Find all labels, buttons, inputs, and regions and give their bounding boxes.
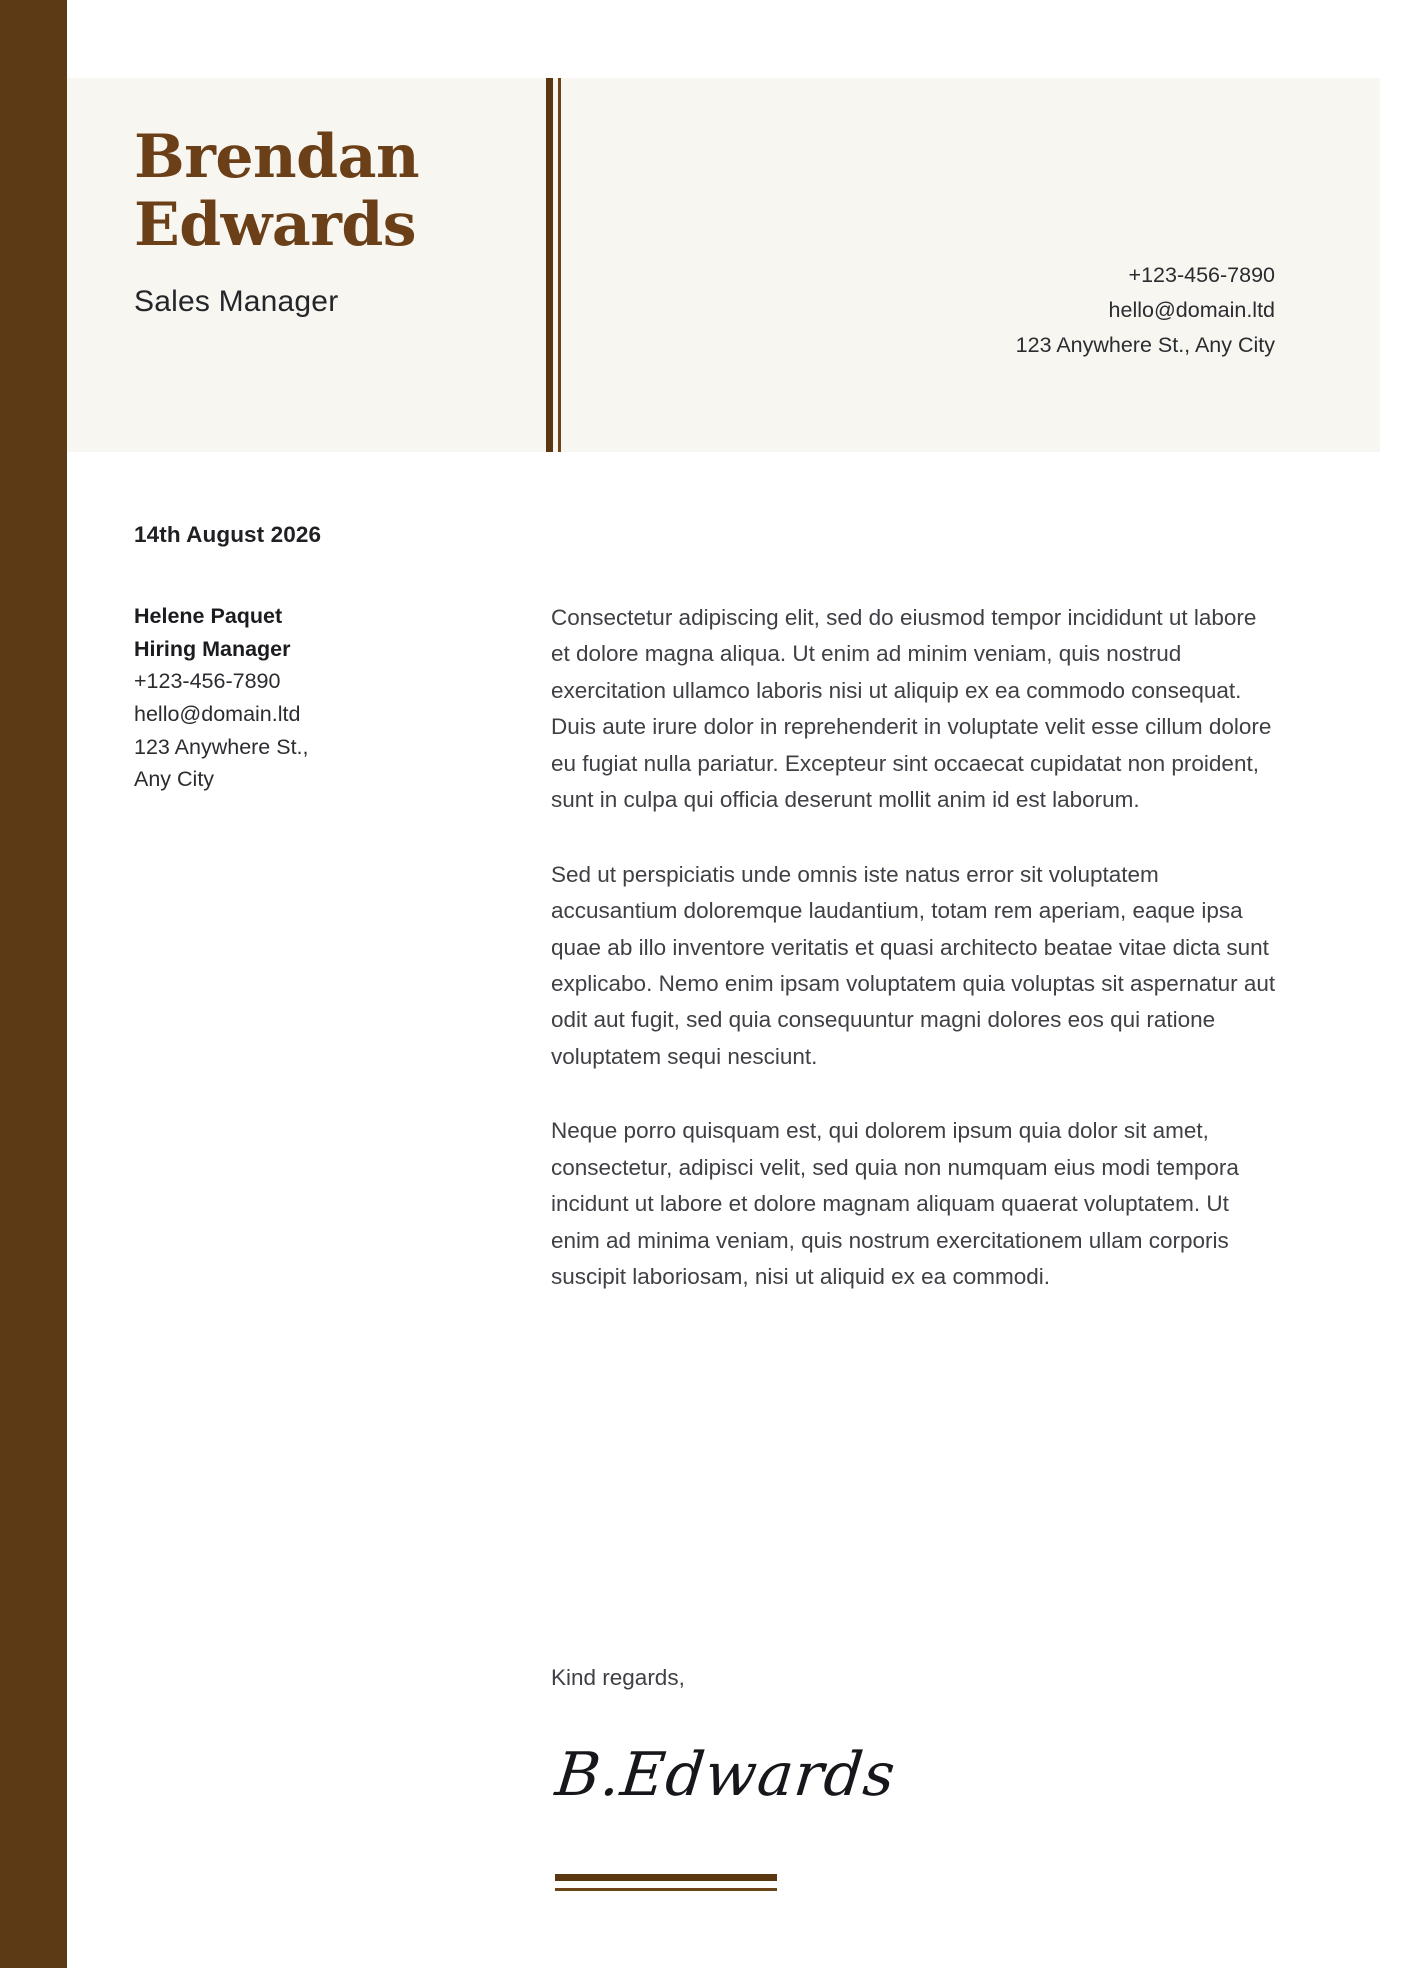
recipient-email: hello@domain.ltd (134, 702, 301, 727)
header-vertical-divider-thick (546, 78, 553, 452)
letter-date: 14th August 2026 (134, 522, 322, 547)
recipient-address-line-1: 123 Anywhere St., (134, 734, 309, 759)
sender-contact-block (755, 258, 1275, 362)
left-accent-sidebar (0, 0, 67, 1968)
recipient-name: Helene Paquet (134, 604, 283, 628)
recipient-block (134, 600, 434, 796)
sender-address: 123 Anywhere St., Any City (1015, 332, 1275, 357)
body-paragraph: Sed ut perspiciatis unde omnis iste natus error sit voluptatem accusantium doloremque laudantium, totam rem aperiam, eaque ipsa quae ab illo inventore veritatis et quasi architecto beatae vitae dicta sunt explicabo. Nemo enim ipsam voluptatem quia voluptas sit aspernatur aut odit aut fugit, sed quia consequuntur magni dolores eos qui ratione voluptatem sequi nesciunt. (551, 861, 1276, 1069)
body-paragraph: Consectetur adipiscing elit, sed do eiusmod tempor incididunt ut labore et dolore magna aliqua. Ut enim ad minim veniam, quis nostrud exercitation ullamco laboris nisi ut aliquip ex ea commodo consequat. Duis aute irure dolor in reprehenderit in voluptate velit esse cillum dolore eu fugiat nulla pariatur. Excepteur sint occaecat cupidatat non proident, sunt in culpa qui officia deserunt mollit anim id est laborum. (551, 605, 1272, 813)
header-vertical-divider-thin (558, 78, 561, 452)
recipient-title: Hiring Manager (134, 636, 291, 661)
footer-divider-thick (555, 1874, 777, 1881)
body-paragraph: Neque porro quisquam est, qui dolorem ipsum quia dolor sit amet, consectetur, adipisci velit, sed quia non numquam eius modi tempora incidunt ut labore et dolore magnam aliquam quaerat voluptatem. Ut enim ad minima veniam, quis nostrum exercitationem ullam corporis suscipit laboriosam, nisi ut aliquid ex ea commodi. (551, 1118, 1239, 1289)
sender-identity (134, 124, 534, 319)
sender-phone: +123-456-7890 (1128, 263, 1275, 287)
footer-divider-thin (555, 1888, 777, 1891)
signature: B.Edwards (552, 1740, 900, 1810)
recipient-phone: +123-456-7890 (134, 669, 281, 694)
sender-first-name: Brendan (134, 122, 420, 192)
sender-last-name: Edwards (134, 189, 417, 260)
sender-email: hello@domain.ltd (1108, 297, 1275, 322)
sender-role: Sales Manager (134, 284, 339, 318)
recipient-address-line-2: Any City (134, 767, 215, 792)
letter-body (551, 600, 1281, 1295)
closing-salutation: Kind regards, (551, 1665, 685, 1690)
